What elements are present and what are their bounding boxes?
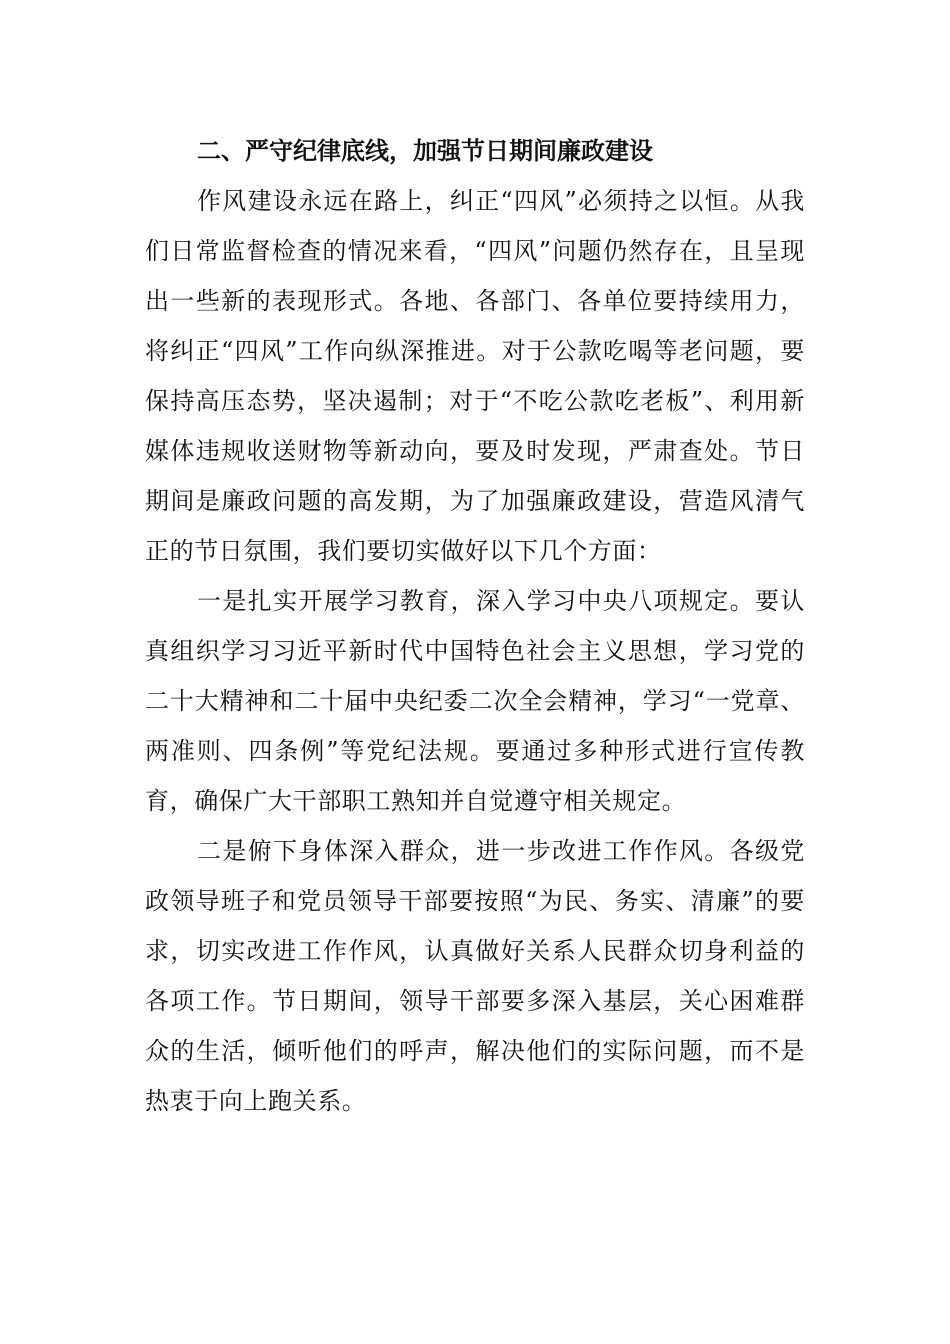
paragraph-point-two: 二是俯下身体深入群众，进一步改进工作作风。各级党政领导班子和党员领导干部要按照“为民、务实、清廉”的要求，切实改进工作作风，认真做好关系人民群众切身利益的各项工作。节日期间，领导干部要多深入基层，关心困难群众的生活，倾听他们的呼声，解决他们的实际问题，而不是热衷于向上跑关系。: [145, 837, 805, 1115]
document-body: [145, 126, 805, 1126]
paragraph-intro: 作风建设永远在路上，纠正“四风”必须持之以恒。从我们日常监督检查的情况来看，“四风”问题仍然存在，且呈现出一些新的表现形式。各地、各部门、各单位要持续用力，将纠正“四风”工作向纵深推进。对于公款吃喝等老问题，要保持高压态势，坚决遏制；对于“不吃公款吃老板”、利用新媒体违规收送财物等新动向，要及时发现，严肃查处。节日期间是廉政问题的高发期，为了加强廉政建设，营造风清气正的节日氛围，我们要切实做好以下几个方面：: [145, 187, 805, 565]
section-heading: 二、严守纪律底线，加强节日期间廉政建设: [197, 137, 653, 165]
paragraph-point-one: 一是扎实开展学习教育，深入学习中央八项规定。要认真组织学习习近平新时代中国特色社会主义思想，学习党的二十大精神和二十届中央纪委二次全会精神，学习“一党章、两准则、四条例”等党纪法规。要通过多种形式进行宣传教育，确保广大干部职工熟知并自觉遵守相关规定。: [145, 587, 805, 815]
